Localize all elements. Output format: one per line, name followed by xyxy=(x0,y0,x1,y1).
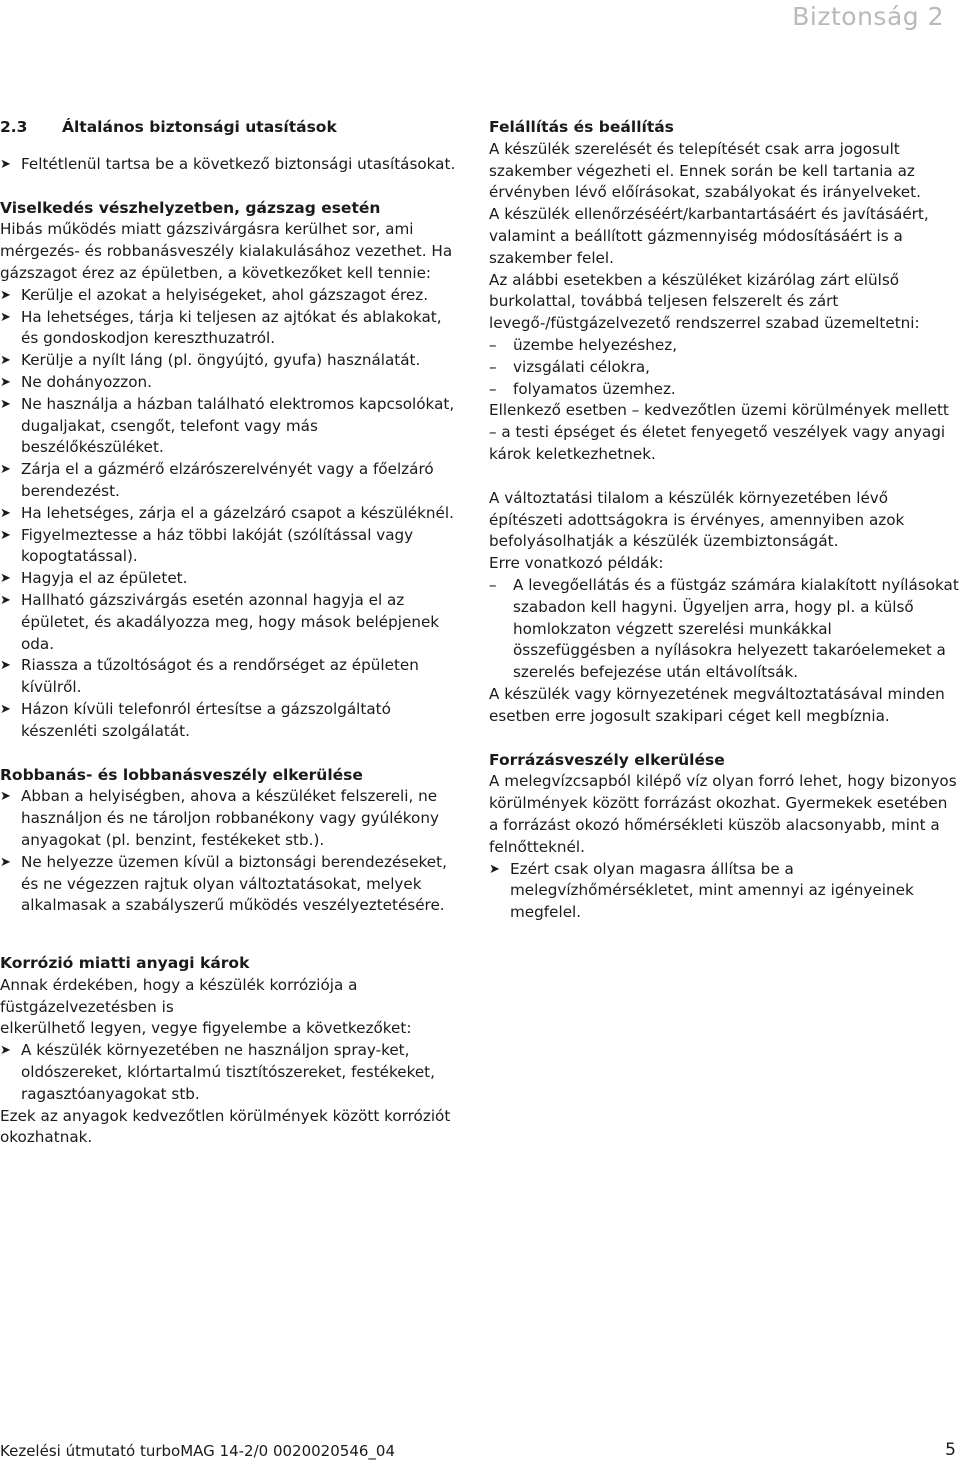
list-item-text: Figyelmeztesse a ház többi lakóját (szólítással vagy kopogtatással). xyxy=(21,525,414,566)
install-paragraph-3: Az alábbi esetekben a készüléket kizárólag zárt elülső burkolattal, továbbá teljesen felszerelt és zárt levegő-/füstgázelvezető rendszerrel szabad üzemeltetni: xyxy=(489,270,920,333)
corrosion-title: Korrózió miatti anyagi károk xyxy=(0,954,250,973)
list-item xyxy=(0,307,462,351)
ban-paragraph-2: Erre vonatkozó példák: xyxy=(489,554,664,573)
left-column xyxy=(0,117,462,1149)
arrow-bullet-icon: ➤ xyxy=(489,861,500,877)
list-item xyxy=(489,357,959,379)
list-item-text: Ne helyezze üzemen kívül a biztonsági berendezéseket, és ne végezzen rajtuk olyan változtatásokat, melyek alkalmasak a szabályszerű működés veszélyeztetésére. xyxy=(21,852,447,915)
scald-title: Forrázásveszély elkerülése xyxy=(489,750,725,769)
arrow-bullet-icon: ➤ xyxy=(0,527,11,543)
dash-bullet-icon: – xyxy=(489,575,497,594)
list-item xyxy=(0,459,462,503)
list-item xyxy=(0,590,462,655)
gas-emergency-paragraph: Hibás működés miatt gázszivárgásra kerülhet sor, ami mérgezés- és robbanásveszély kialakulásához vezethet. Ha gázszagot érez az épületben, a következőket kell tennie: xyxy=(0,220,453,282)
arrow-bullet-icon: ➤ xyxy=(0,854,11,870)
install-title: Felállítás és beállítás xyxy=(489,118,674,136)
scald-paragraph: A melegvízcsapból kilépő víz olyan forró lehet, hogy bizonyos körülmények között forrázást okozhat. Gyermekek esetében a forrázást okozó hőmérsékleti küszöb alacsonyabb, mint a felnőtteknél. xyxy=(489,772,957,856)
ban-paragraph-1: A változtatási tilalom a készülék környezetében lévő építészeti adottságokra is érvényes, amennyiben azok befolyásolhatják a készülék üzembiztonságát. xyxy=(489,488,905,551)
ban-dash-list xyxy=(489,575,959,684)
list-item xyxy=(0,1040,462,1105)
arrow-bullet-icon: ➤ xyxy=(0,1043,11,1059)
scald-list xyxy=(489,859,959,924)
intro-list xyxy=(0,154,462,176)
list-item xyxy=(0,503,462,525)
section-heading xyxy=(0,117,462,139)
page-number: 5 xyxy=(945,1440,956,1460)
corrosion-paragraph-2: elkerülhető legyen, vegye figyelembe a következőket: xyxy=(0,1019,412,1038)
list-item-text: folyamatos üzemhez. xyxy=(513,379,676,398)
list-item xyxy=(0,786,462,851)
list-item-text: Házon kívüli telefonról értesítse a gázszolgáltató készenléti szolgálatát. xyxy=(21,699,391,740)
list-item-text: üzembe helyezéshez, xyxy=(513,335,678,354)
list-item-text: Riassza a tűzoltóságot és a rendőrséget az épületen kívülről. xyxy=(21,656,419,697)
list-item-text: Ezért csak olyan magasra állítsa be a melegvízhőmérsékletet, mint amennyi az igényeinek megfelel. xyxy=(510,859,914,922)
arrow-bullet-icon: ➤ xyxy=(0,701,11,717)
list-item-text: Zárja el a gázmérő elzárószerelvényét vagy a főelzáró berendezést. xyxy=(21,460,434,500)
arrow-bullet-icon: ➤ xyxy=(0,353,11,369)
page-header: Biztonság 2 xyxy=(792,2,944,31)
install-paragraph-2: A készülék ellenőrzéséért/karbantartásáért és javításáért, valamint a beállított gázmennyiség módosításáért is a szakember felel. xyxy=(489,205,929,267)
arrow-bullet-icon: ➤ xyxy=(0,658,11,674)
list-item xyxy=(489,859,959,924)
list-item xyxy=(489,575,959,684)
right-column xyxy=(489,117,959,924)
arrow-bullet-icon: ➤ xyxy=(0,592,11,608)
arrow-bullet-icon: ➤ xyxy=(0,287,11,303)
section-title: Általános biztonsági utasítások xyxy=(62,118,337,136)
dash-bullet-icon: – xyxy=(489,357,497,376)
document-reference: Kezelési útmutató turboMAG 14-2/0 0020020546_04 xyxy=(0,1442,395,1460)
arrow-bullet-icon: ➤ xyxy=(0,374,11,390)
explosion-list xyxy=(0,786,462,917)
dash-bullet-icon: – xyxy=(489,335,497,354)
arrow-bullet-icon: ➤ xyxy=(0,571,11,587)
list-item: ➤ Feltétlenül tartsa be a következő biztonsági utasításokat. xyxy=(0,154,462,176)
arrow-bullet-icon: ➤ xyxy=(0,789,11,805)
list-item xyxy=(489,335,959,357)
list-item xyxy=(0,285,462,307)
install-dash-list xyxy=(489,335,959,400)
list-item xyxy=(0,655,462,699)
list-item-text: Kerülje el azokat a helyiségeket, ahol gázszagot érez. xyxy=(21,285,429,304)
corrosion-list xyxy=(0,1040,462,1105)
corrosion-outro: Ezek az anyagok kedvezőtlen körülmények között korróziót okozhatnak. xyxy=(0,1106,451,1147)
corrosion-paragraph-1: Annak érdekében, hogy a készülék korróziója a füstgázelvezetésben is xyxy=(0,975,358,1016)
ban-paragraph-3: A készülék vagy környezetének megváltoztatásával minden esetben erre jogosult szakipari céget kell megbíznia. xyxy=(489,684,945,725)
arrow-bullet-icon: ➤ xyxy=(0,462,11,478)
list-item-text: Abban a helyiségben, ahova a készüléket felszereli, ne használjon és ne tároljon robbanékony vagy gyúlékony anyagokat (pl. benzint, festékeket stb.). xyxy=(21,787,439,849)
list-item xyxy=(489,379,959,401)
list-item xyxy=(0,372,462,394)
list-item xyxy=(0,699,462,743)
list-item xyxy=(0,525,462,569)
gas-emergency-list xyxy=(0,285,462,743)
list-item xyxy=(0,350,462,372)
list-item xyxy=(0,394,462,459)
list-item-text: vizsgálati célokra, xyxy=(513,357,650,376)
list-item-text: Hallható gázszivárgás esetén azonnal hagyja el az épületet, és akadályozza meg, hogy mások belépjenek oda. xyxy=(21,590,440,653)
list-item xyxy=(0,852,462,917)
arrow-bullet-icon: ➤ xyxy=(0,156,11,172)
list-item-text: A levegőellátás és a füstgáz számára kialakított nyílásokat szabadon kell hagyni. Ügyeljen arra, hogy pl. a külső homlokzaton végzett szerelési munkákkal összefüggésben a nyílásokra helyezett takaróelemeket a szerelés befejezése után eltávolítsák. xyxy=(513,575,959,682)
gas-emergency-title: Viselkedés vészhelyzetben, gázszag esetén xyxy=(0,198,381,217)
section-number: 2.3 xyxy=(0,118,28,136)
list-item-text: Hagyja el az épületet. xyxy=(21,569,188,588)
list-item-text: Ne használja a házban található elektromos kapcsolókat, dugaljakat, csengőt, telefont vagy más beszélőkészüléket. xyxy=(21,394,455,457)
list-item-text: Ha lehetséges, zárja el a gázelzáró csapot a készüléknél. xyxy=(21,503,454,522)
install-paragraph-1: A készülék szerelését és telepítését csak arra jogosult szakember végezheti el. Ennek során be kell tartania az érvényben lévő előírásokat, szabályokat és irányelveket. xyxy=(489,139,921,202)
arrow-bullet-icon: ➤ xyxy=(0,505,11,521)
arrow-bullet-icon: ➤ xyxy=(0,309,11,325)
list-item xyxy=(0,568,462,590)
list-item-text: Kerülje a nyílt láng (pl. öngyújtó, gyufa) használatát. xyxy=(21,351,421,370)
list-item-text: Ne dohányozzon. xyxy=(21,372,152,391)
list-item-text: Ha lehetséges, tárja ki teljesen az ajtókat és ablakokat, és gondoskodjon kereszthuzatról. xyxy=(21,307,442,348)
explosion-title: Robbanás- és lobbanásveszély elkerülése xyxy=(0,765,363,784)
list-item-text: A készülék környezetében ne használjon spray-ket, oldószereket, klórtartalmú tisztítószereket, festékeket, ragasztóanyagokat stb. xyxy=(21,1041,435,1103)
arrow-bullet-icon: ➤ xyxy=(0,396,11,412)
dash-bullet-icon: – xyxy=(489,379,497,398)
install-paragraph-4: Ellenkező esetben – kedvezőtlen üzemi körülmények mellett – a testi épséget és életet fenyegető veszélyek vagy anyagi károk keletkezhetnek. xyxy=(489,401,949,463)
